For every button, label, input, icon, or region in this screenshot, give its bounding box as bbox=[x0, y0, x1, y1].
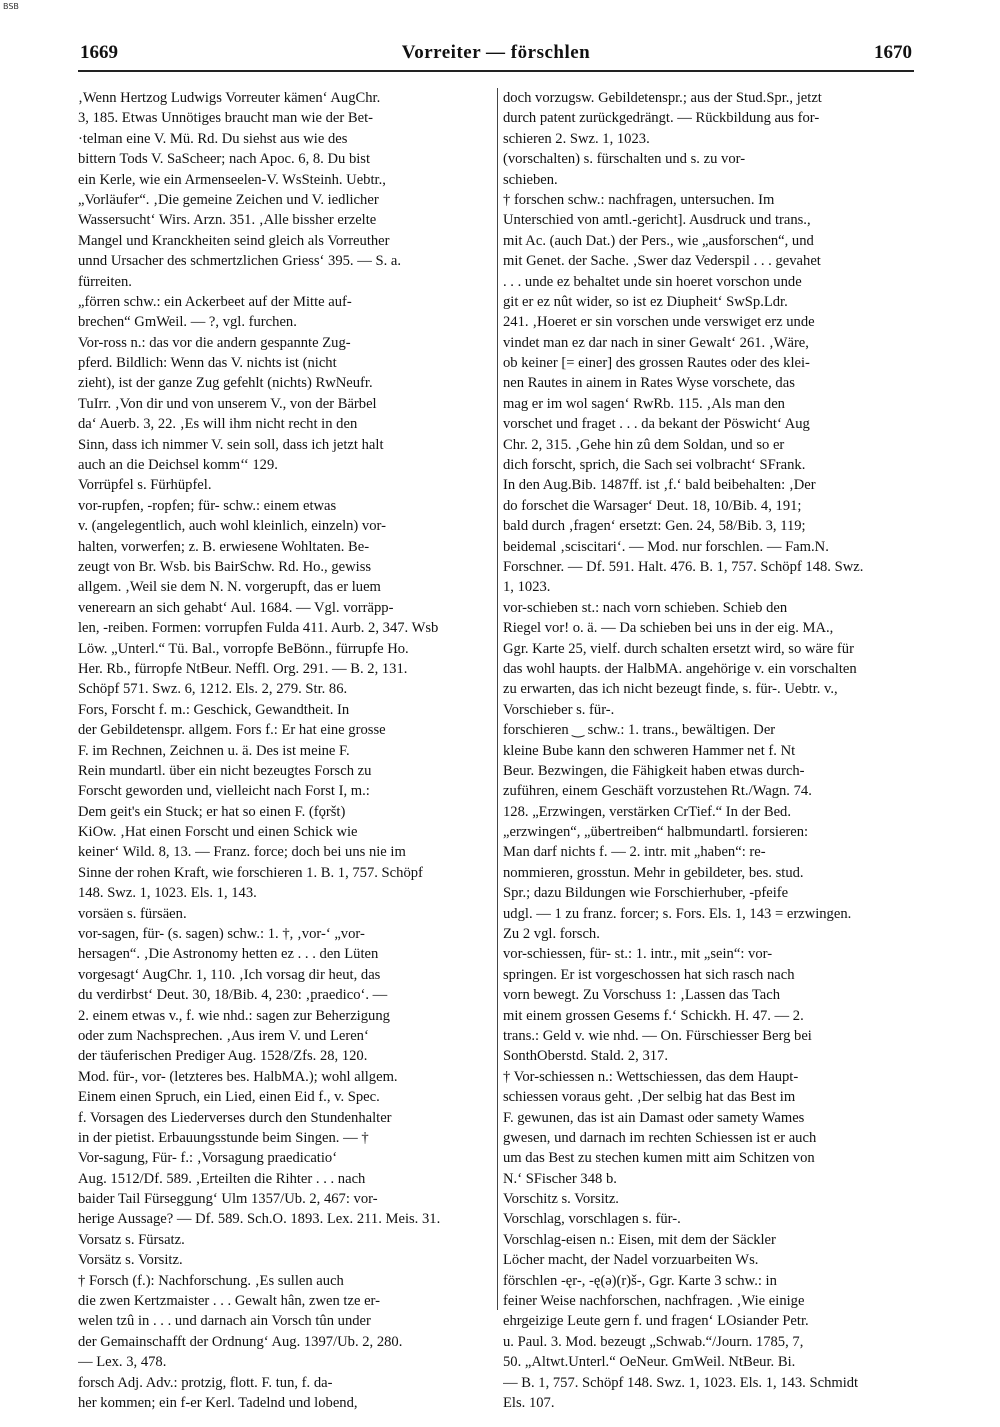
text-line: Aug. 1512/Df. 589. ‚Erteilten die Rihter . . . nach bbox=[78, 1170, 366, 1187]
page-header bbox=[80, 42, 912, 66]
text-line: der Gebildetenspr. allgem. Fors f.: Er hat eine grosse bbox=[78, 722, 386, 739]
text-line: „förren schw.: ein Ackerbeet auf der Mitte auf- bbox=[78, 293, 352, 310]
text-line: Chr. 2, 315. ‚Gehe hin zû dem Soldan, und so er bbox=[503, 436, 785, 453]
text-line: KiOw. ‚Hat einen Forscht und einen Schick wie bbox=[78, 824, 358, 841]
text-line: In den Aug.Bib. 1487ff. ist ‚f.‘ bald beibehalten: ‚Der bbox=[503, 477, 816, 494]
text-line: vor-schieben st.: nach vorn schieben. Schieb den bbox=[503, 599, 788, 616]
text-line: Unterschied von amtl.-gericht]. Ausdruck und trans., bbox=[503, 212, 811, 229]
text-line: nommieren, grosstun. Mehr in gebildeter, bes. stud. bbox=[503, 864, 804, 881]
text-line: schieben. bbox=[503, 171, 558, 188]
text-line: vindet man ez dar nach in siner Gewalt‘ 261. ‚Wäre, bbox=[503, 334, 809, 351]
text-line: mit Genet. der Sache. ‚Swer daz Vederspil . . . gevahet bbox=[503, 253, 821, 270]
text-line: „Vorläufer“. ‚Die gemeine Zeichen und V. iedlicher bbox=[78, 191, 379, 208]
text-line: udgl. — 1 zu franz. forcer; s. Fors. Els. 1, 143 = erzwingen. bbox=[503, 905, 852, 922]
text-line: Els. 107. bbox=[503, 1395, 555, 1411]
text-line: mag er im wol sagen‘ RwRb. 115. ‚Als man den bbox=[503, 395, 785, 412]
text-line: Fors, Forscht f. m.: Geschick, Gewandtheit. In bbox=[78, 701, 350, 718]
text-line: mit einem grossen Gesems f.‘ Schickh. H. 47. — 2. bbox=[503, 1007, 804, 1024]
text-line: u. Paul. 3. Mod. bezeugt „Schwab.“/Journ. 1785, 7, bbox=[503, 1333, 804, 1350]
text-line: Vorsatz s. Fürsatz. bbox=[78, 1231, 185, 1248]
text-line: Dem geit's ein Stuck; er hat so einen F. (fǫršt) bbox=[78, 803, 346, 820]
text-line: Vorrüpfel s. Fürhüpfel. bbox=[78, 477, 212, 494]
text-line: do forschet die Warsager‘ Deut. 18, 10/Bib. 4, 191; bbox=[503, 497, 802, 514]
left-column bbox=[78, 88, 490, 1413]
text-line: F. im Rechnen, Zeichnen u. ä. Des ist meine F. bbox=[78, 742, 350, 759]
text-line: vorn bewegt. Zu Vorschuss 1: ‚Lassen das Tach bbox=[503, 987, 781, 1004]
text-line: welen tzû in . . . und darnach ain Vorsch tûn under bbox=[78, 1313, 371, 1330]
text-line: Forschner. — Df. 591. Halt. 476. B. 1, 757. Schöpf 148. Swz. bbox=[503, 558, 864, 575]
text-line: . . . unde ez behaltet unde sin hoeret vorschon unde bbox=[503, 273, 802, 290]
text-line: (vorschalten) s. fürschalten und s. zu vor- bbox=[503, 151, 746, 168]
text-line: brechen“ GmWeil. — ?, vgl. furchen. bbox=[78, 314, 297, 331]
text-line: schieren 2. Swz. 1, 1023. bbox=[503, 130, 650, 147]
text-line: da‘ Auerb. 3, 22. ‚Es will ihm nicht recht in den bbox=[78, 416, 358, 433]
text-line: † Forsch (f.): Nachforschung. ‚Es sullen auch bbox=[78, 1272, 344, 1289]
text-line: der täuferischen Prediger Aug. 1528/Zfs. 28, 120. bbox=[78, 1048, 368, 1065]
text-line: förschlen -ęr-, -ę(ə)(r)š-, Ggr. Karte 3 schw.: in bbox=[503, 1272, 777, 1289]
text-line: Schöpf 571. Swz. 6, 1212. Els. 2, 279. Str. 86. bbox=[78, 681, 348, 698]
text-line: durch patent zurückgedrängt. — Rückbildung aus for- bbox=[503, 110, 820, 127]
text-line: der Gemainschafft der Ordnung‘ Aug. 1397/Ub. 2, 280. bbox=[78, 1333, 403, 1350]
text-line: zu erwarten, das ich nicht bezeugt finde, s. für-. Uebtr. v., bbox=[503, 681, 838, 698]
text-line: vor-schiessen, für- st.: 1. intr., mit „sein“: vor- bbox=[503, 946, 773, 963]
text-line: doch vorzugsw. Gebildetenspr.; aus der Stud.Spr., jetzt bbox=[503, 90, 822, 106]
text-line: Wassersucht‘ Wirs. Arzn. 351. ‚Alle bissher erzelte bbox=[78, 212, 377, 229]
text-line: bald durch ‚fragen‘ ersetzt: Gen. 24, 58/Bib. 3, 119; bbox=[503, 518, 806, 535]
text-line: ·telman eine V. Mü. Rd. Du siehst aus wie des bbox=[78, 130, 348, 147]
text-line: 241. ‚Hoeret er sin vorschen unde verswiget erz unde bbox=[503, 314, 815, 331]
header-rule bbox=[78, 70, 914, 72]
text-line: v. (angelegentlich, auch wohl kleinlich, einzeln) vor- bbox=[78, 518, 386, 535]
page-number-right: 1670 bbox=[874, 42, 912, 63]
text-line: forschieren ‿ schw.: 1. trans., bewältigen. Der bbox=[503, 722, 776, 739]
text-line: Mangel und Kranckheiten seind gleich als Vorreuther bbox=[78, 232, 390, 249]
text-line: Vorschitz s. Vorsitz. bbox=[503, 1191, 619, 1208]
text-line: — B. 1, 757. Schöpf 148. Swz. 1, 1023. Els. 1, 143. Schmidt bbox=[503, 1374, 859, 1391]
library-mark: BSB bbox=[3, 2, 19, 11]
column-divider bbox=[497, 88, 498, 1310]
running-title: Vorreiter — förschlen bbox=[401, 42, 591, 63]
text-line: 50. „Altwt.Unterl.“ OeNeur. GmWeil. NtBeur. Bi. bbox=[503, 1354, 796, 1371]
text-line: allgem. ‚Weil sie dem N. N. vorgerupft, das er luem bbox=[78, 579, 381, 596]
text-line: SonthOberstd. Stald. 2, 317. bbox=[503, 1048, 668, 1065]
text-line: kleine Bube kann den schweren Hammer net f. Nt bbox=[503, 742, 796, 759]
text-line: „erzwingen“, „übertreiben“ halbmundartl. forsieren: bbox=[503, 824, 809, 841]
text-line: Vorsätz s. Vorsitz. bbox=[78, 1252, 183, 1269]
text-line: oder zum Nachsprechen. ‚Aus irem V. und Leren‘ bbox=[78, 1027, 369, 1044]
text-line: auch an die Deichsel komm‘‘ 129. bbox=[78, 457, 278, 474]
text-line: 1, 1023. bbox=[503, 579, 551, 596]
text-line: zeugt von Br. Wsb. bis BairSchw. Rd. Ho., gewiss bbox=[78, 558, 372, 575]
text-line: die zwen Kertzmaister . . . Gewalt hân, zwen tze er- bbox=[78, 1293, 380, 1310]
text-line: 128. „Erzwingen, verstärken CrTief.“ In der Bed. bbox=[503, 803, 792, 820]
text-line: Spr.; dazu Bildungen wie Forschierhuber, -pfeife bbox=[503, 885, 789, 902]
text-line: venerearn an sich gehabt‘ Aul. 1684. — Vgl. vorräpp- bbox=[78, 599, 394, 616]
text-line: Mod. für-, vor- (letzteres bes. HalbMA.); wohl allgem. bbox=[78, 1068, 398, 1085]
text-line: len, -reiben. Formen: vorrupfen Fulda 411. Aurb. 2, 347. Wsb bbox=[78, 620, 439, 637]
text-line: Sinne der rohen Kraft, wie forschieren 1. B. 1, 757. Schöpf bbox=[78, 864, 423, 881]
text-line: N.‘ SFischer 348 b. bbox=[503, 1170, 617, 1187]
text-line: bittern Tods V. SaScheer; nach Apoc. 6, 8. Du bist bbox=[78, 151, 371, 168]
text-line: † forschen schw.: nachfragen, untersuchen. Im bbox=[503, 191, 775, 208]
text-line: Einem einen Spruch, ein Lied, einen Eid f., v. Spec. bbox=[78, 1089, 380, 1106]
text-line: Forscht geworden und, vielleicht nach Forst I, m.: bbox=[78, 783, 370, 800]
text-line: halten, vorwerfen; z. B. erwiesene Wohltaten. Be- bbox=[78, 538, 370, 555]
text-line: Vor-ross n.: das vor die andern gespannte Zug- bbox=[78, 334, 351, 351]
text-line: — Lex. 3, 478. bbox=[78, 1354, 167, 1371]
text-line: Vorschieber s. für-. bbox=[503, 701, 615, 718]
text-line: Sinn, dass ich nimmer V. sein soll, dass ich jetzt halt bbox=[78, 436, 384, 453]
text-line: Zu 2 vgl. forsch. bbox=[503, 926, 600, 943]
text-line: gwesen, und darnach im rechten Schiessen ist er auch bbox=[503, 1129, 817, 1146]
text-line: Rein mundartl. über ein nicht bezeugtes Forsch zu bbox=[78, 762, 372, 779]
text-line: springen. Er ist vorgeschossen hat sich rasch nach bbox=[503, 966, 795, 983]
text-line: Beur. Bezwingen, die Fähigkeit haben etwas durch- bbox=[503, 762, 805, 779]
text-line: ehrgeizige Leute gern f. und fragen‘ LOsiander Petr. bbox=[503, 1313, 809, 1330]
text-line: dich forscht, sprich, die Sach sei volbracht‘ SFrank. bbox=[503, 457, 806, 474]
text-line: Ggr. Karte 25, vielf. durch schalten ersetzt wird, so wäre für bbox=[503, 640, 854, 657]
text-line: ein Kerle, wie ein Armenseelen-V. WsSteinh. Uebtr., bbox=[78, 171, 386, 188]
text-line: Löw. „Unterl.“ Tü. Bal., vorropfe BeBönn., fürrupfe Ho. bbox=[78, 640, 409, 657]
page-number-left: 1669 bbox=[80, 42, 118, 63]
text-line: Vorschlag, vorschlagen s. für-. bbox=[503, 1211, 681, 1228]
text-line: Löcher macht, der Nadel vorzuarbeiten Ws. bbox=[503, 1252, 759, 1269]
text-line: baider Tail Fürseggung‘ Ulm 1357/Ub. 2, 467: vor- bbox=[78, 1191, 378, 1208]
text-line: vor-rupfen, -ropfen; für- schw.: einem etwas bbox=[78, 497, 337, 514]
text-line: Vorschlag-eisen n.: Eisen, mit dem der Säckler bbox=[503, 1231, 776, 1248]
text-line: vorschet und fraget . . . da bekant der Pöswicht‘ Aug bbox=[503, 416, 810, 433]
text-line: fürreiten. bbox=[78, 273, 132, 290]
right-column bbox=[503, 88, 915, 1413]
text-line: zuführen, einem Geschäft vorzustehen Rt./Wagn. 74. bbox=[503, 783, 812, 800]
text-line: vor-sagen, für- (s. sagen) schw.: 1. †, ‚vor-‘ „vor- bbox=[78, 926, 365, 943]
text-line: hersagen“. ‚Die Astronomy hetten ez . . . den Lüten bbox=[78, 946, 379, 963]
text-line: f. Vorsagen des Liederverses durch den Stundenhalter bbox=[78, 1109, 392, 1126]
text-line: du verdirbst‘ Deut. 30, 18/Bib. 4, 230: ‚praedico‘. — bbox=[78, 987, 388, 1004]
text-line: 3, 185. Etwas Unnötiges braucht man wie der Bet- bbox=[78, 110, 374, 127]
text-line: vorgesagt‘ AugChr. 1, 110. ‚Ich vorsag dir heut, das bbox=[78, 966, 381, 983]
text-line: vorsäen s. fürsäen. bbox=[78, 905, 187, 922]
text-line: um das Best zu stechen kumen mitt aim Schitzen von bbox=[503, 1150, 815, 1167]
text-line: beidemal ‚sciscitari‘. — Mod. nur forschlen. — Fam.N. bbox=[503, 538, 829, 555]
text-line: TuIrr. ‚Von dir und von unserem V., von der Bärbel bbox=[78, 395, 377, 412]
text-line: Vor-sagung, Für- f.: ‚Vorsagung praedicatio‘ bbox=[78, 1150, 338, 1167]
text-line: F. gewunen, das ist ain Damast oder samety Wames bbox=[503, 1109, 805, 1126]
text-line: ‚Wenn Hertzog Ludwigs Vorreuter kämen‘ AugChr. bbox=[78, 90, 381, 106]
text-line: her kommen; ein f-er Kerl. Tadelnd und lobend, bbox=[78, 1395, 358, 1411]
text-line: trans.: Geld v. wie nhd. — On. Fürschiesser Berg bei bbox=[503, 1027, 812, 1044]
text-line: herige Aussage? — Df. 589. Sch.O. 1893. Lex. 211. Meis. 31. bbox=[78, 1211, 441, 1228]
text-line: Man darf nichts f. — 2. intr. mit „haben“: re- bbox=[503, 844, 766, 861]
text-line: pferd. Bildlich: Wenn das V. nichts ist (nicht bbox=[78, 355, 337, 372]
text-line: das wohl haupts. der HalbMA. angehörige v. ein vorschalten bbox=[503, 660, 857, 677]
text-line: unnd Ursacher des schmertzlichen Griess‘ 395. — S. a. bbox=[78, 253, 402, 270]
text-line: nen Rautes in ainem in Rates Wyse vorschete, das bbox=[503, 375, 795, 392]
text-line: forsch Adj. Adv.: protzig, flott. F. tun, f. da- bbox=[78, 1374, 333, 1391]
text-line: git er ez nût wider, so ist ez Diupheit‘ SwSp.Ldr. bbox=[503, 293, 788, 310]
text-line: mit Ac. (auch Dat.) der Pers., wie „ausforschen“, und bbox=[503, 232, 814, 249]
text-line: feiner Weise nachforschen, nachfragen. ‚Wie einige bbox=[503, 1293, 805, 1310]
text-line: ob keiner [= einer] des grossen Rautes oder des klei- bbox=[503, 355, 810, 372]
text-line: 2. einem etwas v., f. wie nhd.: sagen zur Beherzigung bbox=[78, 1007, 390, 1024]
text-line: in der pietist. Erbauungsstunde beim Singen. — † bbox=[78, 1129, 369, 1146]
text-line: schiessen voraus geht. ‚Der selbig hat das Best im bbox=[503, 1089, 796, 1106]
text-line: zieht), ist der ganze Zug gefehlt (nichts) RwNeufr. bbox=[78, 375, 373, 392]
text-line: † Vor-schiessen n.: Wettschiessen, das dem Haupt- bbox=[503, 1068, 799, 1085]
text-line: keiner‘ Wild. 8, 13. — Franz. force; doch bei uns nie im bbox=[78, 844, 406, 861]
text-line: 148. Swz. 1, 1023. Els. 1, 143. bbox=[78, 885, 257, 902]
text-line: Her. Rb., fürropfe NtBeur. Neffl. Org. 291. — B. 2, 131. bbox=[78, 660, 408, 677]
text-line: Riegel vor! o. ä. — Da schieben bei uns in der eig. MA., bbox=[503, 620, 834, 637]
